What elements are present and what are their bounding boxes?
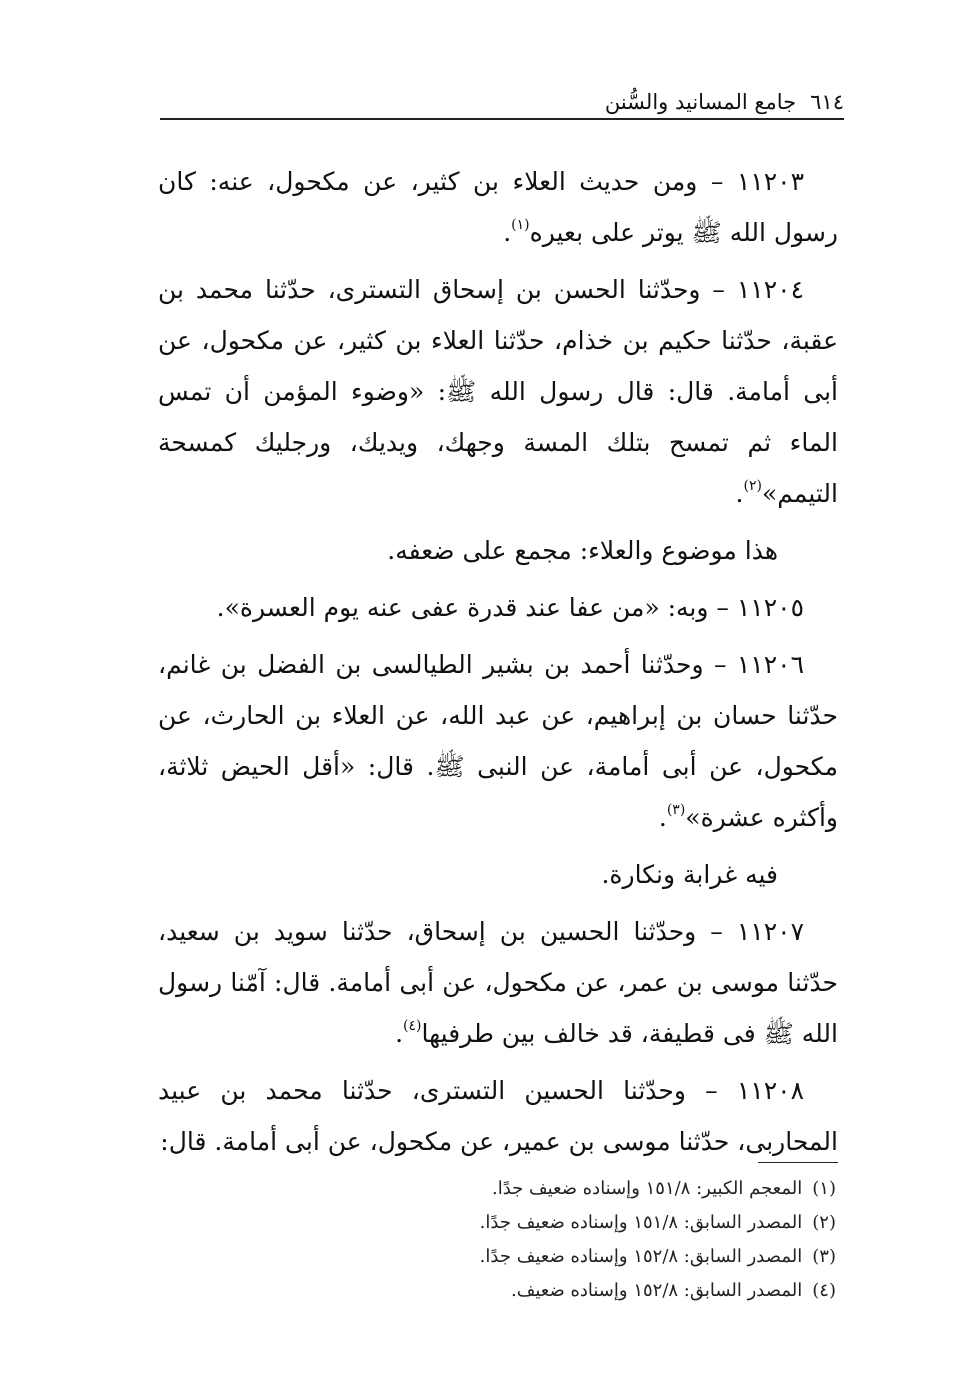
hadith-paragraph: ١١٢٠٤ – وحدّثنا الحسن بن إسحاق التسترى، حدّثنا محمد بن عقبة، حدّثنا حكيم بن خذام، حدّثنا العلاء بن كثير، عن مكحول، عن أبى أمامة. قال: قال رسول الله ﷺ: «وضوء المؤمن أن تمس الماء ثم تمسح بتلك المسة وجهك، ويديك، ورجليك كمسحة التيمم»$^{(٢)}$. — [158, 275, 838, 508]
footnote-text: المصدر السابق: ١٥٢/٨ وإسناده ضعيف. — [510, 1280, 803, 1301]
footnote-ref: (٢) — [743, 478, 762, 494]
commentary-paragraph: هذا موضوع والعلاء: مجمع على ضعفه. — [387, 536, 778, 565]
body-text — [158, 156, 838, 1173]
hadith-paragraph: ١١٢٠٨ – وحدّثنا الحسين التسترى، حدّثنا محمد بن عبيد المحاربى، حدّثنا موسى بن عمير، عن مكحول، عن أبى أمامة. قال: — [158, 1076, 838, 1156]
hadith-paragraph: ١١٢٠٧ – وحدّثنا الحسين بن إسحاق، حدّثنا سويد بن سعيد، حدّثنا موسى بن عمر، عن مكحول، عن أبى أمامة. قال: آمّنا رسول الله ﷺ فى قطيفة، قد خالف بين طرفيها$^{(٤)}$. — [158, 917, 838, 1048]
footnote — [300, 1206, 836, 1240]
footnote-mark: (٤) — [812, 1280, 836, 1301]
footnote-text: المصدر السابق: ١٥١/٨ وإسناده ضعيف جدًا. — [479, 1212, 803, 1233]
footnote-rule — [758, 1162, 838, 1163]
hadith-paragraph: ١١٢٠٥ – وبه: «من عفا عند قدرة عفى عنه يوم العسرة». — [216, 593, 804, 622]
footnote — [300, 1274, 836, 1308]
footnote-text: المصدر السابق: ١٥٢/٨ وإسناده ضعيف جدًا. — [479, 1246, 803, 1267]
header-rule — [160, 118, 844, 120]
footnote — [300, 1172, 836, 1206]
running-header — [160, 82, 844, 114]
book-title: جامع المسانيد والسُّنن — [604, 90, 797, 114]
commentary-paragraph: فيه غرابة ونكارة. — [601, 860, 778, 889]
footnotes — [300, 1172, 836, 1308]
hadith-paragraph: ١١٢٠٦ – وحدّثنا أحمد بن بشير الطيالسى بن الفضل بن غانم، حدّثنا حسان بن إبراهيم، عن عبد الله، عن العلاء بن الحارث، عن مكحول، عن أبى أمامة، عن النبى ﷺ. قال: «أقل الحيض ثلاثة، وأكثره عشرة»$^{(٣)}$. — [158, 650, 838, 832]
footnote-mark: (٢) — [812, 1212, 836, 1233]
footnote-ref: (١) — [511, 217, 530, 233]
footnote-mark: (١) — [812, 1178, 836, 1199]
hadith-paragraph: ١١٢٠٣ – ومن حديث العلاء بن كثير، عن مكحول، عنه: كان رسول الله ﷺ يوتر على بعيره$^{(١)}$. — [158, 167, 838, 247]
footnote-text: المعجم الكبير: ١٥١/٨ وإسناده ضعيف جدًا. — [491, 1178, 803, 1199]
footnote — [300, 1240, 836, 1274]
page-number: ٦١٤ — [810, 90, 844, 114]
footnote-ref: (٣) — [666, 802, 686, 818]
footnote-mark: (٣) — [812, 1246, 836, 1267]
footnote-ref: (٤) — [403, 1018, 422, 1034]
